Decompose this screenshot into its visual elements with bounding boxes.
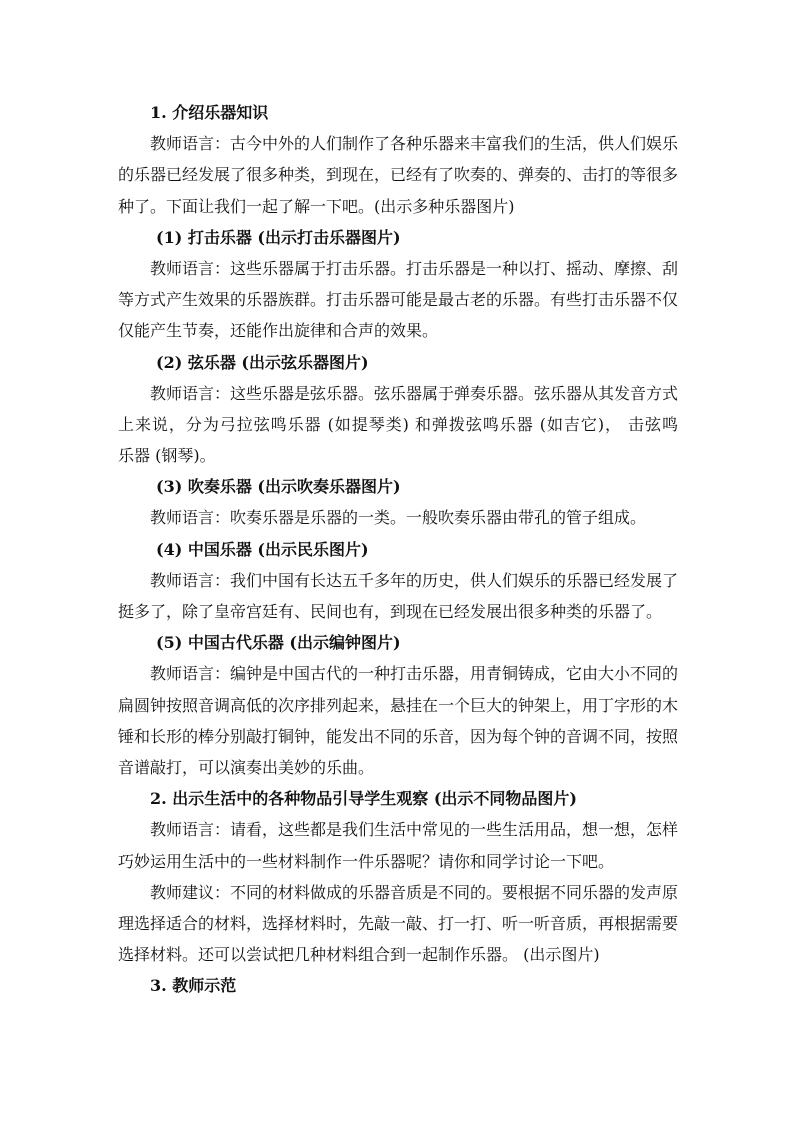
paragraph-line: 锤和长形的棒分别敲打铜钟，能发出不同的乐音，因为每个钟的音调不同，按照: [118, 726, 679, 746]
paragraph-line: 教师语言：请看，这些都是我们生活中常见的一些生活用品，想一想，怎样: [150, 820, 679, 840]
subheading-percussion: (1) 打击乐器 (出示打击乐器图片): [156, 227, 401, 247]
paragraph-line: 教师语言：这些乐器属于打击乐器。打击乐器是一种以打、摇动、摩擦、刮: [150, 258, 679, 278]
paragraph-line: 教师语言：吹奏乐器是乐器的一类。一般吹奏乐器由带孔的管子组成。: [150, 508, 647, 528]
paragraph-line: 挺多了，除了皇帝宫廷有、民间也有，到现在已经发展出很多种类的乐器了。: [118, 602, 663, 621]
subheading-wind: (3) 吹奏乐器 (出示吹奏乐器图片): [156, 477, 401, 497]
section-heading-3: 3. 教师示范: [150, 976, 237, 996]
section-heading-2: 2. 出示生活中的各种物品引导学生观察 (出示不同物品图片): [150, 789, 577, 809]
paragraph-line: 教师语言：古今中外的人们制作了各种乐器来丰富我们的生活，供人们娱乐: [150, 134, 679, 154]
section-heading-1: 1. 介绍乐器知识: [150, 103, 269, 122]
paragraph-line: 理选择适合的材料，选择材料时，先敲一敲、打一打、听一听音质，再根据需要: [118, 913, 679, 933]
paragraph-line: 扁圆钟按照音调高低的次序排列起来，悬挂在一个巨大的钟架上，用丁字形的木: [118, 695, 679, 715]
subheading-ancient-instruments: (5) 中国古代乐器 (出示编钟图片): [156, 633, 401, 653]
paragraph-line: 的乐器已经发展了很多种类，到现在，已经有了吹奏的、弹奏的、击打的等很多: [118, 165, 679, 185]
paragraph-line: 教师语言：编钟是中国古代的一种打击乐器，用青铜铸成，它由大小不同的: [150, 664, 679, 684]
paragraph-line: 等方式产生效果的乐器族群。打击乐器可能是最古老的乐器。有些打击乐器不仅: [118, 290, 679, 310]
paragraph-line: 音谱敲打，可以演奏出美妙的乐曲。: [118, 757, 375, 777]
document-body: [118, 97, 678, 1001]
paragraph-line: 巧妙运用生活中的一些材料制作一件乐器呢？请你和同学讨论一下吧。: [118, 851, 615, 871]
subheading-strings: (2) 弦乐器 (出示弦乐器图片): [156, 352, 369, 372]
paragraph-line: 教师建议：不同的材料做成的乐器音质是不同的。要根据不同乐器的发声原: [150, 882, 679, 902]
paragraph-line: 乐器 (钢琴)。: [118, 446, 216, 466]
subheading-chinese-instruments: (4) 中国乐器 (出示民乐图片): [156, 539, 369, 559]
paragraph-line: 选择材料。还可以尝试把几种材料组合到一起制作乐器。 (出示图片): [118, 945, 600, 965]
paragraph-line: 教师语言：这些乐器是弦乐器。弦乐器属于弹奏乐器。弦乐器从其发音方式: [150, 383, 679, 403]
paragraph-line: 教师语言：我们中国有长达五千多年的历史，供人们娱乐的乐器已经发展了: [150, 570, 679, 590]
paragraph-line: 种了。下面让我们一起了解一下吧。(出示多种乐器图片): [118, 196, 515, 216]
paragraph-line: 仅能产生节奏，还能作出旋律和合声的效果。: [118, 321, 439, 341]
paragraph-line: 上来说，分为弓拉弦鸣乐器 (如提琴类) 和弹拨弦鸣乐器 (如吉它)， 击弦鸣: [118, 414, 678, 434]
